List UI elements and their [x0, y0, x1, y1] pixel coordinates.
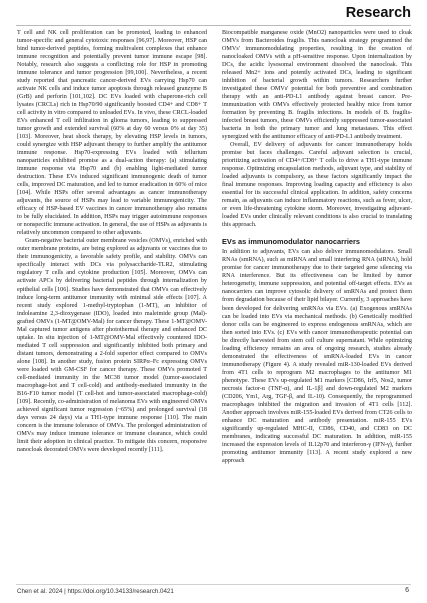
paragraph: Biocompatible manganese oxide (MnO2) nanoparticles were used to cloak OMVs from Bacteroides fragilis. This nanocloak strategy programmed the OMVs' immunomodulating properties, resulting in the creation of nanocloaked OMVs with a pH-sensitive response. Upon internalization by DCs, the acidic lysosomal environment dissolved the nanocloak. This released Mn2+ ions and potently activated DCs, leading to significant inhibition of bacterial growth within tumors. Researchers further investigated these OMVs' potential for both preventive and combination therapy with an anti-PD-L1 antibody against breast cancer. Pre-immunization with OMVs effectively protected healthy mice from tumor formation by preventing B. fragilis infections. In models of B. fragilis-infected breast tumors, these OMVs efficiently suppressed tumor-associated bacteria in both the primary tumor and lung metastases. This effect synergized with the antitumor efficacy of anti-PD-L1 antibody treatment.	[222, 30, 412, 141]
citation-text: Chen et al. 2024 |	[17, 588, 68, 595]
paragraph: In addition to adjuvants, EVs can also deliver immunomodulators. Small RNAs (smRNA), such as miRNA and small interfering RNA (siRNA), hold promise for cancer immunotherapy due to their targeted gene silencing via RNA interference. But its effectiveness can be limited by tumor heterogeneity, immune suppression, and potential off-target effects. EVs as nanocarriers can improve cytosolic delivery of smRNAs and protect them from degradation because of their lipid bilayer. Currently, 3 approaches have been developed for delivering smRNAs via EVs. (a) Exogenous smRNAs can be loaded into EVs via mechanical methods. (b) Genetically modified donor cells can be engineered to express endogenous smRNAs, which are then sorted into EVs. (c) EVs with cancer immunotherapeutic potential can be directly harvested from stem cell culture supernatant. While optimizing loading efficiency remains an area of ongoing research, studies already demonstrated the effectiveness of smRNA-loaded EVs in cancer immunotherapy (Figure 4). A study revealed miR-130-loaded EVs derived from 4T1 cells to reprogram M2 macrophages to the antitumor M1 phenotype. These EVs up-regulated M1 markers [CD86, Irf5, Nos2, tumor necrosis factor-α (TNF-α), and IL-1β] and down-regulated M2 markers (CD206, Ym1, Arg, TGF-β, and IL-10). Consequently, the reprogrammed macrophages inhibited the migration and invasion of 4T1 cells [112]. Another approach involves miR-155-loaded EVs derived from CT26 cells to enhance DC maturation and antibody presentation. miR-155 EVs significantly up-regulated MHC-II, CD86, CD40, and CD83 on DC membranes, indicating successful DC maturation. In addition, miR-155 increased the expression levels of IL12p70 and interferon-γ (IFN-γ), further promoting antitumor immunity [113]. A recent study explored a new approach	[222, 249, 412, 464]
doi-link[interactable]: https://doi.org/10.34133/research.0421	[67, 588, 174, 595]
paragraph: Overall, EV delivery of adjuvants for cancer immunotherapy holds promise but faces challenges. Careful adjuvant selection is crucial, prioritizing activation of CD4+/CD8+ T cells to drive a TH1-type immune response. Optimizing encapsulation methods, adjuvant type, and stability of loaded adjuvants is compulsory, as these factors significantly impact the final immune responses. Improving loading capacity and efficiency is also essential for its successful clinical application. In addition, safety concerns remain, as adjuvants can induce inflammatory reactions, such as fever, ulcer, or even life-threatening cytokine storm. Moreover, investigating adjuvant-loaded EVs under clinically relevant conditions is also crucial to translating this approach.	[222, 142, 412, 229]
footer-divider	[16, 584, 411, 585]
paragraph: T cell and NK cell proliferation can be promoted, leading to enhanced tumor-specific and general cytotoxic responses [96,97]. Moreover, HSP can bind tumor-derived peptides, forming multivalent complexes that enhance immune recognition and potentially prevent tumor immune escape [98]. Notably, research also suggests a conflicting role for HSP in promoting immune tolerance and tumor progression [99,100]. Nevertheless, a recent study reported that pancreatic cancer-derived EVs carrying Hsp70 can activate NK cells and induce tumor apoptosis through released granzyme B (GrB) and perforin [101,102]. DC EVs loaded with chaperone-rich cell lysates (CRCLs) rich in Hsp70/90 significantly boosted CD4+ and CD8+ T cell activity in vitro compared to unloaded EVs. In vivo, these CRCL-loaded EVs enhanced T cell infiltration in glioma tumors, leading to suppressed tumor growth and extended survival (60% at day 60 versus 0% at day 35) [103]. Moreover, heat shock therapy, by elevating HSP levels in tumors, could synergize with HSP adjuvant therapy to further amplify the antitumor immune response. Hsp70-expressing EVs loaded with tellurium nanoparticles exhibited promise as a dual-action therapy: (a) stimulating immune response via Hsp70 and (b) enabling light-mediated tumor destruction. These EVs induced significant immunogenic death of tumor cells, improved DC maturation, and led to tumor eradication in 60% of mice [104]. While HSPs offer several advantages as cancer immunotherapy adjuvants, the source of HSPs may lead to variable immunogenicity. The efficacy of HSP-based EV vaccines in cancer immunotherapy also remains to be fully elucidated. In addition, HSPs may trigger autoimmune responses or nonspecific immune activation. In general, the use of HSPs as adjuvants is relatively uncommon compared to other adjuvants.	[17, 30, 207, 237]
page-number: 6	[405, 587, 409, 594]
header-divider	[16, 25, 411, 26]
left-column	[17, 29, 207, 454]
footer-citation	[17, 588, 174, 595]
section-heading: EVs as immunomodulator nanocarriers	[222, 237, 360, 247]
paragraph: Gram-negative bacterial outer membrane vesicles (OMVs), enriched with outer membrane proteins, are being explored as adjuvants or vaccines due to their immunogenicity, a favorable safety profile, and stability. OMVs can specifically interact with DCs via polysaccharide-TLR2, stimulating regulatory T cells and cytokine production [105]. Moreover, OMVs can activate APCs by delivering bacterial peptides through internalization by epithelial cells [106]. Studies have demonstrated that OMVs can effectively induce long-term antitumor immunity with minimal side effects [107]. A recent study explored 1-methyl-tryptophan (1-MT), an inhibitor of indoleamine 2,3-dioxygenase (IDO), loaded into maleimide group (Mal)-grafted OMVs (1-MT@OMV-Mal) for cancer therapy. These 1-MT@OMV-Mal captured tumor antigens after photothermal therapy and enhanced DC uptake. In situ injection of 1-MT@OMV-Mal effectively countered IDO-mediated T cell suppression and significantly inhibited both primary and distant tumors, demonstrating a 2-fold superior effect compared to OMVs alone [108]. In another study, fusion protein SIRPα–Fc expressing OMVs were loaded with GM-CSF for cancer therapy. These OMVs promoted T cell-mediated immunity in the MC38 tumor model (tumor-associated macrophage-hot and T cell-cold) and antibody-mediated immunity in the B16-F10 tumor model (T cell-hot and tumor-associated macrophage-cold) [109]. Recently, co-administration of melanoma EVs with engineered OMVs achieved significant tumor regression (~65%) and prolonged survival (18 days versus 24 days) via a TH1-type immune response [110]. The main concern is the immune tolerance of OMVs. The prolonged administration of OMVs may induce immune tolerance or immune clearance, which could limit their adoption in clinical practice. To mitigate this concern, responsive nanocloak decorated OMVs were developed recently [111].	[17, 238, 207, 453]
section-label: Research	[345, 5, 411, 21]
right-column	[222, 29, 412, 465]
